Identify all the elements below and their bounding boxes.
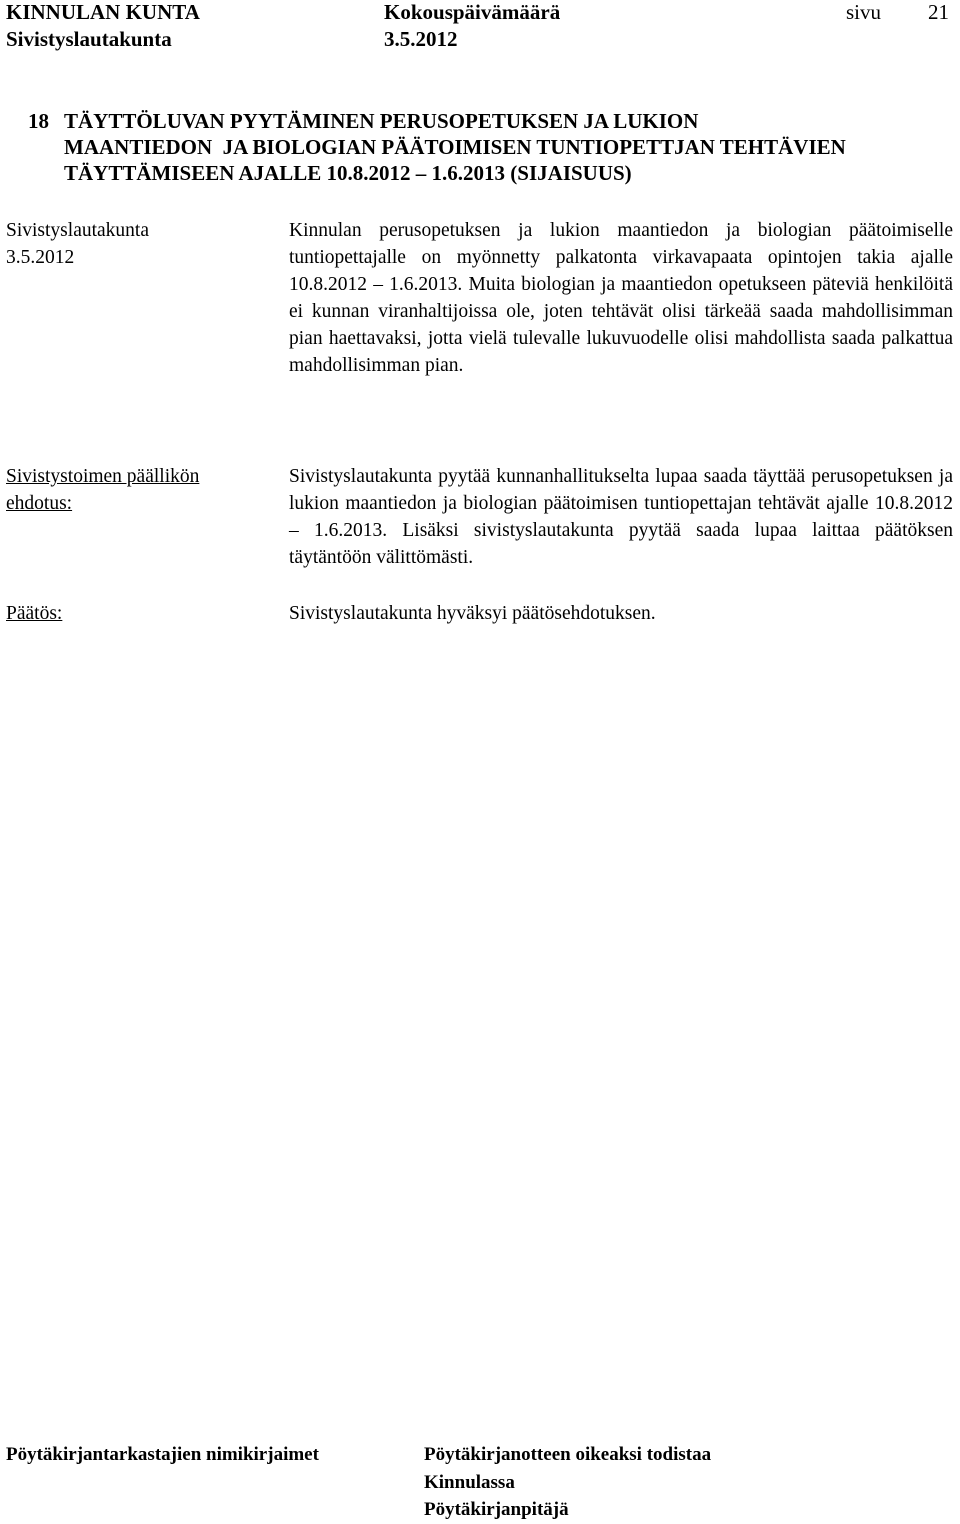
proposal-text: Sivistyslautakunta pyytää kunnanhallitukselta lupaa saada täyttää perusopetuksen ja lukion maantiedon ja biologian päätoimisen tuntiopettajan tehtävät ajalle 10.8.2012 – 1.6.2013. Lisäksi sivistyslautakunta pyytää saada lupaa laittaa päätöksen täytäntöön välittömästi.	[289, 466, 953, 568]
footer-certification	[424, 1441, 711, 1524]
proposal-label-line: ehdotus:	[6, 493, 73, 514]
footer-initials-label: Pöytäkirjantarkastajien nimikirjaimet	[6, 1444, 319, 1465]
page-label: sivu	[846, 0, 882, 24]
page-number: 21	[928, 0, 949, 24]
background-date: 3.5.2012	[6, 247, 75, 268]
decision-text: Sivistyslautakunta hyväksyi päätösehdotuksen.	[289, 603, 656, 624]
section-number: 18	[28, 109, 49, 133]
background-board: Sivistyslautakunta	[6, 220, 149, 241]
background-text: Kinnulan perusopetuksen ja lukion maantiedon ja biologian päätoimiselle tuntiopettajalle on myönnetty palkatonta virkavapaata opintojen takia ajalle 10.8.2012 – 1.6.2013. Muita biologian ja maantiedon opetukseen päteviä henkilöitä ei kunnan viranhaltijoissa ole, joten tehtävät olisi tärkeää saada mahdollisimman pian haettavaksi, jotta vielä tulevalle lukuvuodelle olisi mahdollista saada palkattua mahdollisimman pian.	[289, 220, 953, 376]
municipality-name: KINNULAN KUNTA	[6, 0, 200, 24]
meeting-date: 3.5.2012	[384, 27, 458, 51]
footer-secretary: Pöytäkirjanpitäjä	[424, 1499, 569, 1520]
section-title	[64, 108, 959, 186]
section-title-line: MAANTIEDON JA BIOLOGIAN PÄÄTOIMISEN TUNTIOPETTJAN TEHTÄVIEN	[64, 135, 846, 159]
decision-label: Päätös:	[6, 603, 63, 624]
footer-place: Kinnulassa	[424, 1471, 515, 1493]
footer-certification-line: Pöytäkirjanotteen oikeaksi todistaa	[424, 1444, 712, 1465]
proposal-label	[6, 463, 199, 517]
meeting-date-label: Kokouspäivämäärä	[384, 0, 561, 24]
section-title-line: TÄYTTÖLUVAN PYYTÄMINEN PERUSOPETUKSEN JA LUKION	[64, 109, 699, 133]
board-name: Sivistyslautakunta	[6, 27, 172, 51]
section-title-line: TÄYTTÄMISEEN AJALLE 10.8.2012 – 1.6.2013 (SIJAISUUS)	[64, 161, 632, 185]
proposal-label-line: Sivistystoimen päällikön	[6, 466, 200, 487]
